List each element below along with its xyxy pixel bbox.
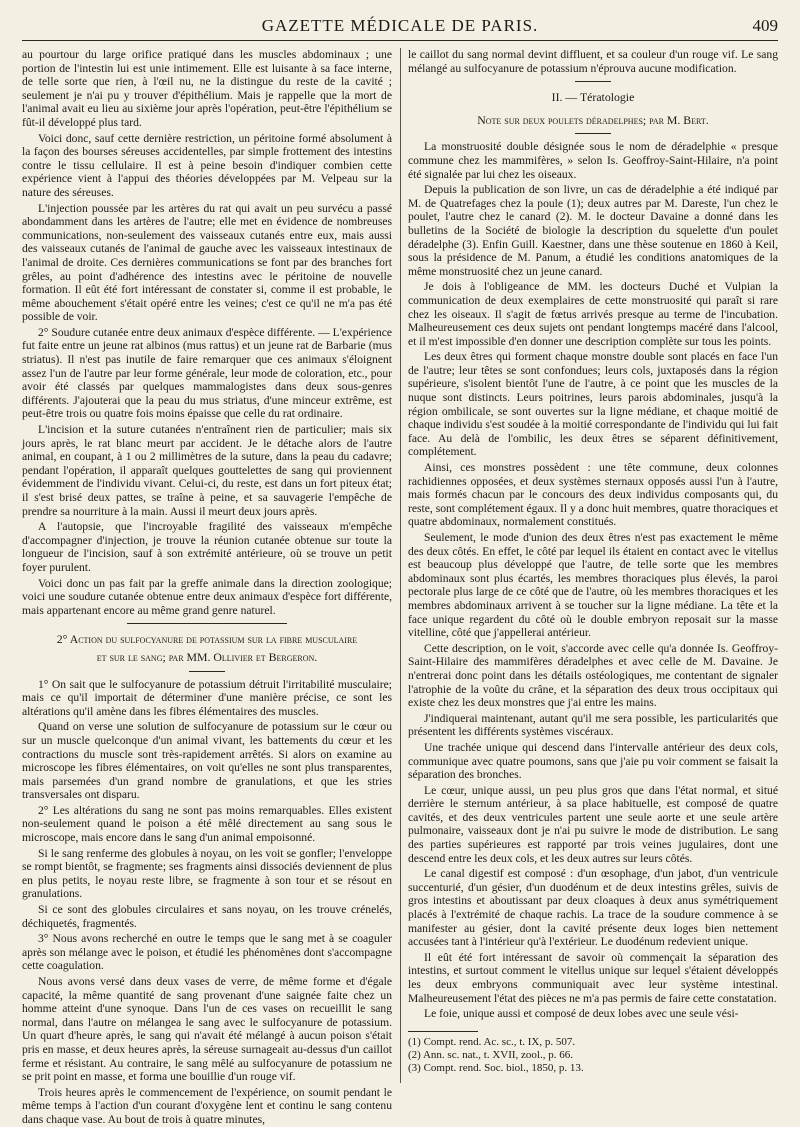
paragraph: Nous avons versé dans deux vases de verre, de même forme et d'égale capacité, la même quantité de sang provenant d'une saignée faite chez un homme atteint d'une synoque. Dans l'un de ces vases on recueillit le sang normal, dans l'autre on mélangea le sang avec le sulfocyanure de potassium. Un quart d'heure après, le sang qui n'avait été mélangé à aucun poison s'était pris en masse, et deux heures après, la séreuse surnageait au-dessus d'un caillot ferme et résistant. Au contraire, le sang mêlé au sulfocyanure de potassium ne se prit point en masse, et forma une bouillie d'un rouge vif. [22, 975, 392, 1084]
journal-title: GAZETTE MÉDICALE DE PARIS. [261, 16, 539, 35]
paragraph: 2° Les altérations du sang ne sont pas moins remarquables. Elles existent non-seulement quand le poison a été mêlé directement au sang sous le microscope, mais encore dans le sang d'un animal empoisonné. [22, 803, 392, 845]
footnote: (3) Compt. rend. Soc. biol., 1850, p. 13. [408, 1061, 584, 1074]
footnote: (2) Ann. sc. nat., t. XVII, zool., p. 66. [408, 1048, 573, 1061]
paragraph: J'indiquerai maintenant, autant qu'il me sera possible, les particularités que présentent les différents systèmes viscéraux. [408, 711, 778, 739]
footnote-rule [408, 1031, 478, 1032]
paragraph: L'incision et la suture cutanées n'entraînent rien de particulier; mais six jours après, le rat blanc meurt par accident. Je le détache alors de l'autre animal, en coupant, à 1 ou 2 millimètres de la suture, dans la peau du cadavre; pendant l'opération, il apparaît quelques gouttelettes de sang qui proviennent évidemment de l'individu vivant. Celui-ci, du reste, est dans un fort piteux état; il s'est brisé deux pattes, se traîne à peine, et sa sauvagerie l'empêche de prendre sa nourriture à la main. Aussi il meurt deux jours après. [22, 423, 392, 518]
paragraph: Le canal digestif est composé : d'un œsophage, d'un jabot, d'un ventricule succenturié, d'un gésier, d'un duodénum et de deux intestins grêles, suivis de gros intestins et aboutissant par deux cloaques à deux anus symétriquement placés à l'extrémité de chaque rachis. La trace de la soudure commence à se manifester au gésier, dont la cavité présente deux loges bien nettement accusées tant à l'intérieur qu'à l'extérieur. Le duodénum redevient unique. [408, 867, 778, 949]
paragraph: L'injection poussée par les artères du rat qui avait un peu survécu a passé abondamment dans les artères de l'autre; elle met en évidence de nombreuses communications, non-seulement des vaisseaux cutanés entre eux, mais aussi des vaisseaux cutanés de l'animal de gauche avec les vaisseaux intestinaux de l'animal de droite. Ces dernières communications se font par des branches fort grêles, au point d'adhérence des intestins avec le péritoine de nouvelle formation. Il eût été fort intéressant de constater si, comme il est probable, le même abouchement s'était opéré entre les veines; c'est ce qu'il ne m'a pas été possible de voir. [22, 201, 392, 324]
paragraph: Le cœur, unique aussi, un peu plus gros que dans l'état normal, et situé derrière le sternum antérieur, à sa place habituelle, est composé de quatre cavités, et des deux ventricules partent une seule aorte et une seule artère pulmonaire, vaisseaux dont je n'ai pu suivre le mode de distribution. Le sang des parties supérieures est rapporté par trois veines jugulaires, dont une descend entre les deux cols, et les deux autres sur leurs côtés. [408, 783, 778, 865]
paragraph: Si ce sont des globules circulaires et sans noyau, on les trouve crénelés, déchiquetés, fragmentés. [22, 903, 392, 930]
paragraph: Il eût été fort intéressant de savoir où commençait la séparation des intestins, et surtout comment le vitellus unique sur lequel s'étaient développés les deux embryons communiquait avec leur système intestinal. Malheureusement l'état des pièces ne m'a pas permis de faire cette constatation. [408, 950, 778, 1005]
section-rule [189, 671, 225, 672]
paragraph: 3° Nous avons recherché en outre le temps que le sang met à se coaguler après son mélange avec le poison, et étudié les phénomènes dont s'accompagne cette coagulation. [22, 932, 392, 973]
paragraph: Depuis la publication de son livre, un cas de déradelphie a été indiqué par M. de Quatrefages chez la poule (1); deux autres par M. Dareste, l'un chez le poulet, l'autre chez le canard (2). M. le docteur Davaine a donné dans les bulletins de la Société de biologie la description du squelette d'un poulet déradelphe (3). Enfin Guill. Kaestner, dans une thèse soutenue en 1860 à Keil, sous la présidence de M. Panum, a étudié les conditions anatomiques de la même monstruosité chez un jeune canard. [408, 183, 778, 278]
right-column [408, 48, 778, 1085]
paragraph: Seulement, le mode d'union des deux êtres n'est pas exactement le même des deux côtés. En effet, le côté par lequel ils étaient en contact avec le vitellus est beaucoup plus développé que l'autre, de telle sorte que les membres abdominaux sont plus écartés, les membres thoraciques plus élevés, la paroi pectorale plus large de ce côté que de l'autre, où les membres thoraciques et les membres abdominaux arrivent à se toucher sur la ligne médiane. La tête et la face unique regardent du côté où le double embryon reposait sur la masse vitelline, côté que j'appellerai antérieur. [408, 531, 778, 640]
paragraph: Cette description, on le voit, s'accorde avec celle qu'a donnée Is. Geoffroy-Saint-Hilaire des mammifères déradelphes et avec celle de M. Davaine. Je n'entrerai donc point dans les détails ostéologiques, me contentant de signaler l'atrophie de la voûte du crâne, et la séparation des deux trous occipitaux qui existe chez les deux monstres que j'ai entre les mains. [408, 641, 778, 710]
column-divider [400, 48, 401, 1083]
paragraph: Les deux êtres qui forment chaque monstre double sont placés en face l'un de l'autre; leur têtes se sont confondues; leurs cols, juxtaposés dans la région supérieure, s'isolent bientôt l'une de l'autre, à ce point que les muscles de la nuque sont distincts. Leurs poitrines, leurs parois abdominales, jusqu'à la région ombilicale, se sont ouvertes sur la ligne médiane, et chaque moitié de chaque individu s'est soudée à la moitié correspondante de l'individu qui lui fait face. Au delà de l'ombilic, les deux êtres se séparent définitivement, complétement. [408, 350, 778, 459]
paragraph: le caillot du sang normal devint diffluent, et sa couleur d'un rouge vif. Le sang mélangé au sulfocyanure de potassium n'éprouva aucune modification. [408, 48, 778, 75]
paragraph: La monstruosité double désignée sous le nom de déradelphie « presque commune chez les mammifères, » selon Is. Geoffroy-Saint-Hilaire, n'a point été signalée par lui chez les oiseaux. [408, 140, 778, 181]
section-rule [575, 81, 611, 82]
paragraph: au pourtour du large orifice pratiqué dans les muscles abdominaux ; une portion de l'intestin lui est unie intimement. Elle est luisante à sa face interne, de telle sorte que rien, à l'œil nu, ne la distingue du reste de la cavité ; seulement je n'ai pu y trouver d'épithélium. Mais je rappelle que la mort de l'animal avait eu lieu au sixième jour après l'opération, peut-être l'épithélium se fût-il développé plus tard. [22, 48, 392, 129]
paragraph: 2° Soudure cutanée entre deux animaux d'espèce différente. — L'expérience fut faite entre un jeune rat albinos (mus rattus) et un jeune rat de Barbarie (mus striatus). Il n'est pas inutile de faire remarquer que ces animaux s'éloignent assez l'un de l'autre par leur forme générale, leur mode de coloration, etc., pour avoir été classés par quelques mammalogistes dans deux sous-genres différents. J'ajouterai que la peau du mus striatus, d'une minceur extrême, est peut-être trois ou quatre fois moins épaisse que celle du rat ordinaire. [22, 325, 392, 421]
paragraph: A l'autopsie, que l'incroyable fragilité des vaisseaux m'empêche d'accompagner d'injection, je trouve la réunion cutanée obtenue sur toute la longueur de l'incision, sauf à son extrémité antérieure, où se trouve un petit foyer purulent. [22, 520, 392, 574]
paragraph: Une trachée unique qui descend dans l'intervalle antérieur des deux cols, communique avec quatre poumons, sans que j'aie pu voir comment se faisait la séparation des bronches. [408, 740, 778, 782]
page-number: 409 [752, 16, 778, 35]
section-heading: II. — Tératologie [551, 90, 635, 105]
paragraph: Le foie, unique aussi et composé de deux lobes avec une seule vési- [424, 1007, 739, 1021]
paragraph: Je dois à l'obligeance de MM. les docteurs Duché et Vulpian la communication de deux exemplaires de cette monstruosité qui paraît si rare chez les oiseaux. Il s'agit de fœtus arrivés presque au terme de l'incubation. Malheureusement ces deux sujets ont pendant longtemps macéré dans l'alcool, et il m'est impossible d'en donner une description complète sur tous les points. [408, 280, 778, 348]
section-subtitle: Note sur deux poulets déradelphes; par M. Bert. [477, 112, 709, 127]
footnote: (1) Compt. rend. Ac. sc., t. IX, p. 507. [408, 1035, 576, 1048]
section-rule [127, 623, 287, 624]
section-title: 2° Action du sulfocyanure de potassium sur la fibre musculaire [56, 632, 358, 647]
left-column [22, 48, 392, 1126]
paragraph: Quand on verse une solution de sulfocyanure de potassium sur le cœur ou sur un muscle quelconque d'un animal vivant, les battements du cœur et les contractions du muscle sont très-rapidement arrêtés. Si alors on examine au microscope les fibres élémentaires, on voit qu'elles ne sont plus transparentes, mais parsemées d'un grand nombre de granulations, et que les stries transversales ont disparu. [22, 720, 392, 802]
section-title-authors: et sur le sang; par MM. Ollivier et Bergeron. [96, 649, 318, 664]
paragraph: Trois heures après le commencement de l'expérience, on soumit pendant le même temps à l'action d'un courant d'oxygène lent et continu le sang contenu dans chaque vase. Au bout de trois à quatre minutes, [22, 1085, 392, 1126]
paragraph: Voici donc un pas fait par la greffe animale dans la direction zoologique; voici une soudure cutanée obtenue entre deux animaux d'espèce fort différente, mais appartenant encore au même grand genre naturel. [22, 576, 392, 617]
paragraph: 1° On sait que le sulfocyanure de potassium détruit l'irritabilité musculaire; mais ce qu'il importait de déterminer d'une manière précise, ce sont les altérations qu'il amène dans les fibres élémentaires des muscles. [22, 677, 392, 718]
page-header [22, 14, 778, 41]
paragraph: Ainsi, ces monstres possèdent : une tête commune, deux colonnes rachidiennes opposées, et deux systèmes sternaux opposés aussi l'un à l'autre, mais formés chacun par le concours des deux individus composants qui, du reste, sont complétement égaux. Il y a donc huit membres, quatre thoraciques et quatre abdominaux, normalement constitués. [408, 461, 778, 529]
paragraph: Voici donc, sauf cette dernière restriction, un péritoine formé absolument à la façon des bourses séreuses accidentelles, par simple frottement des intestins contre le tissu cellulaire. Il est à peine besoin d'indiquer combien cette expérience vient à l'appui des théories développées par M. Velpeau sur la nature des séreuses. [22, 131, 392, 199]
section-rule [575, 133, 611, 134]
paragraph: Si le sang renferme des globules à noyau, on les voit se gonfler; l'enveloppe se rompt bientôt, se fragmente; ses fragments ainsi dissociés deviennent de plus en plus petits, le noyau reste libre, se fragmente à son tour et se résout en granulations. [22, 846, 392, 901]
